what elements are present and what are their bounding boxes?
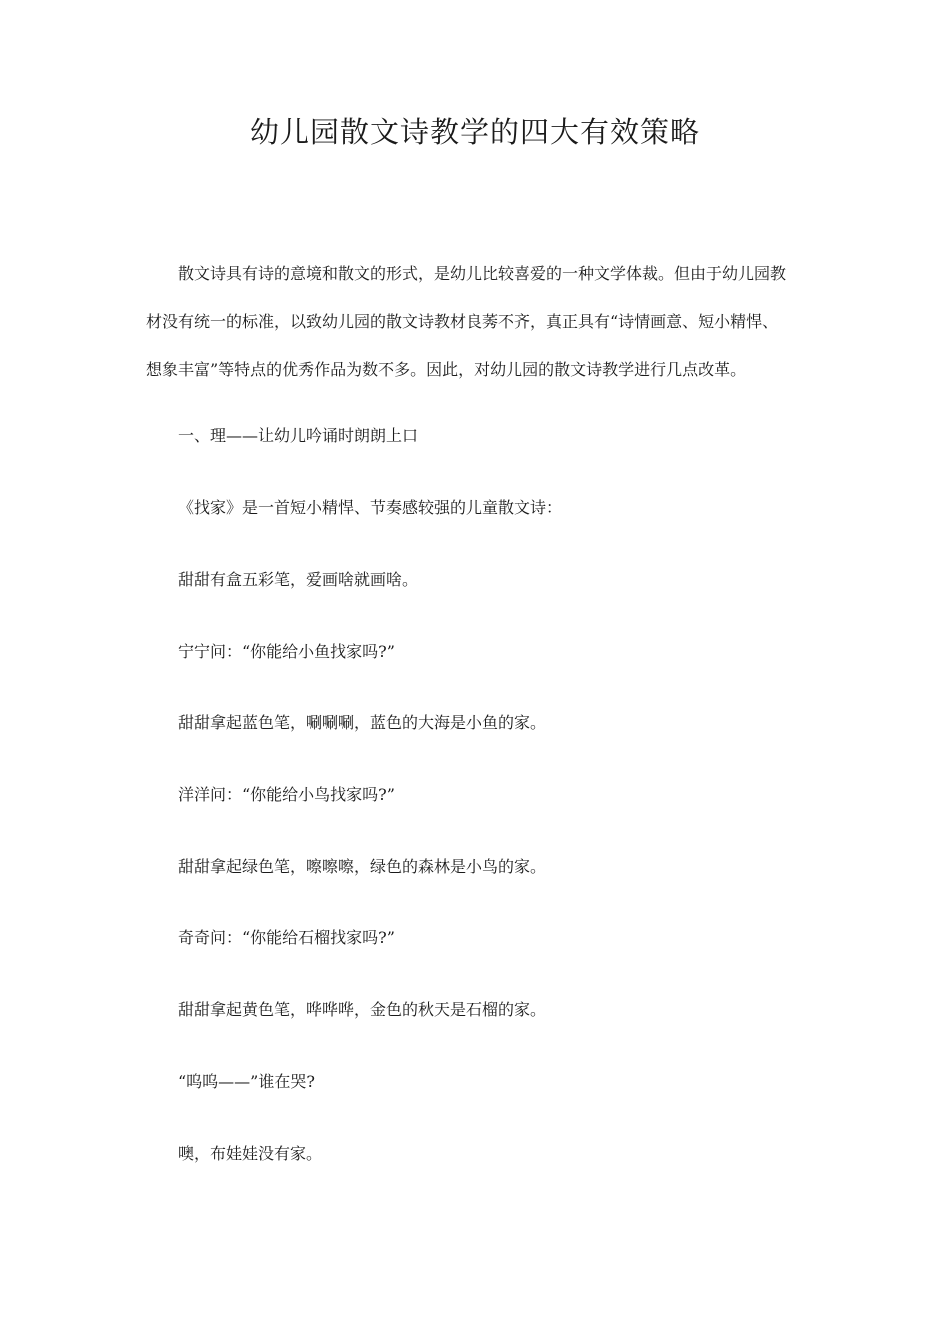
- body-paragraph: 《找家》是一首短小精悍、节奏感较强的儿童散文诗：: [178, 498, 563, 517]
- poem-line: 甜甜拿起绿色笔，嚓嚓嚓，绿色的森林是小鸟的家。: [178, 857, 547, 876]
- intro-line: 材没有统一的标准，以致幼儿园的散文诗教材良莠不齐，真正具有“诗情画意、短小精悍、: [146, 312, 779, 331]
- intro-line: 想象丰富”等特点的优秀作品为数不多。因此，对幼儿园的散文诗教学进行几点改革。: [146, 360, 747, 379]
- poem-line: “呜呜——”谁在哭?: [178, 1072, 315, 1091]
- poem-line: 甜甜拿起黄色笔，哗哗哗，金色的秋天是石榴的家。: [178, 1000, 547, 1019]
- poem-line: 甜甜拿起蓝色笔，唰唰唰，蓝色的大海是小鱼的家。: [178, 713, 547, 732]
- intro-line: 散文诗具有诗的意境和散文的形式，是幼儿比较喜爱的一种文学体裁。但由于幼儿园教: [178, 264, 787, 283]
- intro-paragraph: [146, 250, 810, 394]
- document-title: 幼儿园散文诗教学的四大有效策略: [249, 115, 700, 149]
- poem-line: 噢，布娃娃没有家。: [178, 1144, 323, 1163]
- poem-line: 洋洋问：“你能给小鸟找家吗?”: [178, 785, 395, 804]
- section-heading: 一、理——让幼儿吟诵时朗朗上口: [178, 426, 419, 445]
- poem-line: 甜甜有盒五彩笔，爱画啥就画啥。: [178, 570, 419, 589]
- poem-line: 奇奇问：“你能给石榴找家吗?”: [178, 928, 395, 947]
- poem-line: 宁宁问：“你能给小鱼找家吗?”: [178, 642, 395, 661]
